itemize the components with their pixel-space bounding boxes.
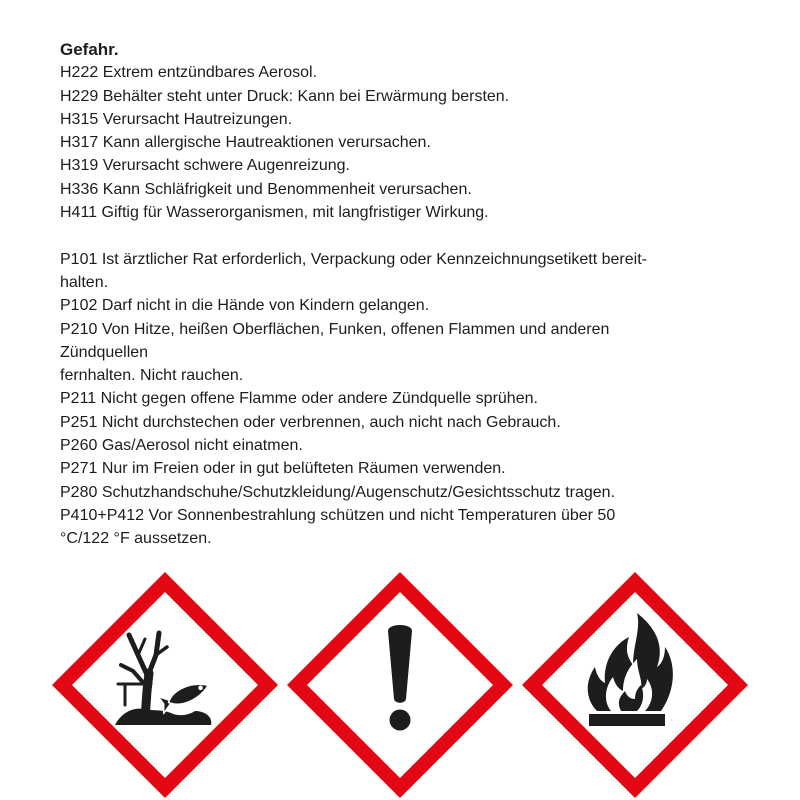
pictogram-flame <box>522 572 748 798</box>
precautionary-statement-line: fernhalten. Nicht rauchen. <box>60 367 244 385</box>
hazard-statement-line: H336 Kann Schläfrigkeit und Benommenheit verursachen. <box>60 180 472 198</box>
hazard-statement-line: H229 Behälter steht unter Druck: Kann bei Erwärmung bersten. <box>60 87 510 105</box>
precautionary-statement-line: P102 Darf nicht in die Hände von Kindern gelangen. <box>60 297 430 315</box>
precautionary-statement-line: P210 Von Hitze, heißen Oberflächen, Funken, offenen Flammen und anderen <box>60 320 610 338</box>
flame-base-bar <box>589 714 665 726</box>
precautionary-statement-line: P260 Gas/Aerosol nicht einatmen. <box>60 437 303 455</box>
precautionary-statement-line: P101 Ist ärztlicher Rat erforderlich, Verpackung oder Kennzeichnungsetikett bereit- <box>60 250 647 268</box>
hazard-statement-line: H411 Giftig für Wasserorganismen, mit langfristiger Wirkung. <box>60 204 489 222</box>
precautionary-statement-line: halten. <box>60 273 109 291</box>
ghs-pictograms <box>0 560 800 800</box>
precautionary-statement-line: P410+P412 Vor Sonnenbestrahlung schützen und nicht Temperaturen über 50 <box>60 506 616 524</box>
hazard-statement-line: H319 Verursacht schwere Augenreizung. <box>60 157 350 175</box>
precautionary-statement-line: Zündquellen <box>60 343 149 361</box>
hazard-statement-line: H315 Verursacht Hautreizungen. <box>60 110 293 128</box>
pictogram-environment <box>52 572 278 798</box>
hazard-statement-line: H317 Kann allergische Hautreaktionen verursachen. <box>60 134 431 152</box>
hazard-statement-line: H222 Extrem entzündbares Aerosol. <box>60 64 318 82</box>
section-spacer <box>60 224 780 247</box>
precautionary-statement-line: P251 Nicht durchstechen oder verbrennen, auch nicht nach Gebrauch. <box>60 413 561 431</box>
precautionary-statement-line: P280 Schutzhandschuhe/Schutzkleidung/Augenschutz/Gesichtsschutz tragen. <box>60 483 616 501</box>
precautionary-statement-line: P271 Nur im Freien oder in gut belüfteten Räumen verwenden. <box>60 460 506 478</box>
signal-word: Gefahr. <box>60 40 119 59</box>
hazard-statements <box>60 61 780 224</box>
pictogram-background <box>72 592 258 778</box>
pictogram-exclamation <box>287 572 513 798</box>
precautionary-statements <box>60 248 780 551</box>
precautionary-statement-line: P211 Nicht gegen offene Flamme oder andere Zündquelle sprühen. <box>60 390 538 408</box>
safety-label-text <box>60 38 780 551</box>
precautionary-statement-line: °C/122 °F aussetzen. <box>60 530 212 548</box>
exclamation-dot <box>390 710 411 731</box>
